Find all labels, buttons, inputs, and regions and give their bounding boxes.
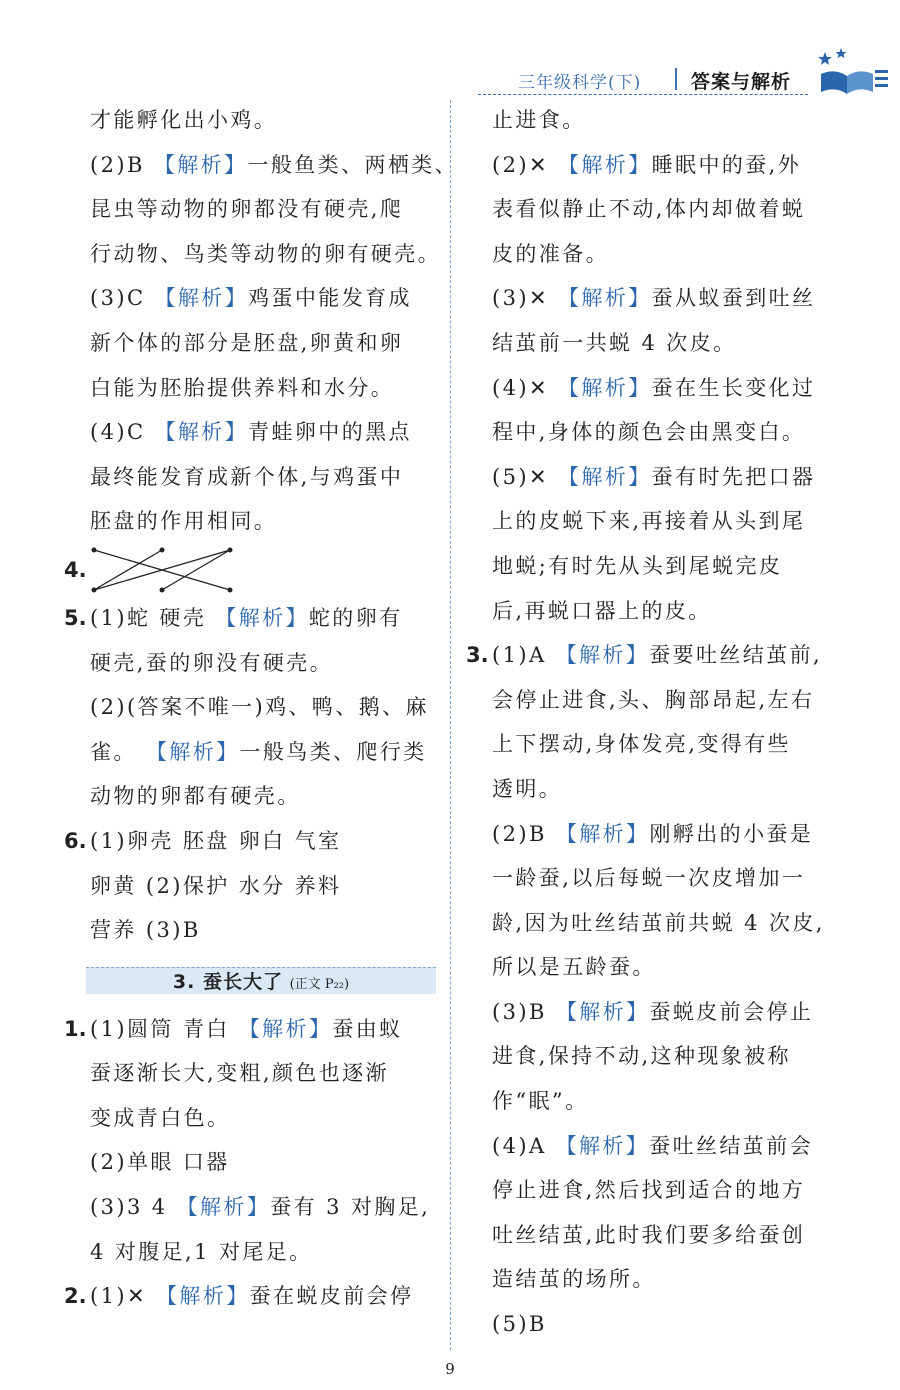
- answer-line: (4)✕ 【解析】蚕在生长变化过: [492, 375, 816, 400]
- answer-line: 最终能发育成新个体,与鸡蛋中: [90, 464, 404, 489]
- question-number: 2.: [64, 1284, 87, 1309]
- header-title: 答案与解析: [691, 71, 792, 93]
- section-page-ref: (正文 P₂₂): [289, 976, 350, 992]
- answer-line: 硬壳,蚕的卵没有硬壳。: [90, 650, 334, 675]
- answer-line: 所以是五龄蚕。: [492, 955, 656, 980]
- analysis-tag: 【解析】: [156, 1284, 250, 1309]
- question-number: 4.: [64, 557, 87, 582]
- answer-line: (3)✕ 【解析】蚕从蚁蚕到吐丝: [492, 286, 816, 311]
- answer-line: 吐丝结茧,此时我们要多给蚕创: [492, 1222, 806, 1247]
- header-divider: [675, 68, 677, 90]
- answer-line: 作“眠”。: [492, 1089, 589, 1114]
- answer-line: 地蜕;有时先从头到尾蜕完皮: [492, 553, 783, 578]
- answer-line: 6. (1)卵壳 胚盘 卵白 气室: [64, 819, 436, 864]
- answer-line: 表看似静止不动,体内却做着蜕: [492, 197, 806, 222]
- analysis-tag: 【解析】: [558, 152, 652, 177]
- matching-lines-diagram: [90, 544, 240, 596]
- answer-line: 结茧前一共蜕 4 次皮。: [492, 330, 737, 355]
- page-number: 9: [445, 1360, 455, 1378]
- left-column: [64, 98, 459, 1319]
- matching-answer: [64, 544, 436, 596]
- column-divider: [450, 100, 451, 1350]
- answer-line: (3)B 【解析】蚕蜕皮前会停止: [492, 999, 814, 1024]
- analysis-tag: 【解析】: [215, 605, 309, 630]
- answer-line: 4 对腹足,1 对尾足。: [90, 1239, 313, 1264]
- analysis-tag: 【解析】: [555, 1133, 650, 1158]
- answer-line: 上的皮蜕下来,再接着从头到尾: [492, 509, 806, 534]
- answer-line: 上下摆动,身体发亮,变得有些: [492, 732, 791, 757]
- answer-line: 5. (1)蛇 硬壳 【解析】蛇的卵有: [64, 596, 436, 641]
- answer-line: 雀。 【解析】一般鸟类、爬行类: [90, 739, 427, 764]
- analysis-tag: 【解析】: [555, 821, 650, 846]
- answer-line: 停止进食,然后找到适合的地方: [492, 1178, 806, 1203]
- answer-line: 营养 (3)B: [90, 918, 201, 943]
- answer-line: 才能孵化出小鸡。: [90, 108, 278, 132]
- analysis-tag: 【解析】: [154, 420, 249, 445]
- answer-line: 1. (1)圆筒 青白 【解析】蚕由蚁: [64, 1007, 436, 1052]
- answer-line: 2. (1)✕ 【解析】蚕在蜕皮前会停: [64, 1274, 436, 1319]
- section-title: 3. 蚕长大了: [172, 970, 283, 993]
- answer-line: 进食,保持不动,这种现象被称: [492, 1044, 791, 1069]
- answer-line: 白能为胚胎提供养料和水分。: [90, 375, 395, 400]
- answer-line: 卵黄 (2)保护 水分 养料: [90, 873, 342, 898]
- answer-line: 程中,身体的颜色会由黑变白。: [492, 420, 806, 445]
- header-rule: [478, 94, 808, 95]
- answer-line: 透明。: [492, 776, 563, 801]
- answer-line: (2)(答案不唯一)鸡、鸭、鹅、麻: [90, 695, 429, 720]
- analysis-tag: 【解析】: [555, 643, 650, 668]
- answer-line: 后,再蜕口器上的皮。: [492, 598, 712, 623]
- answer-line: 昆虫等动物的卵都没有硬壳,爬: [90, 197, 404, 222]
- analysis-tag: 【解析】: [558, 375, 652, 400]
- answer-line: 止进食。: [492, 108, 586, 132]
- analysis-tag: 【解析】: [238, 1016, 333, 1041]
- answer-line: 蚕逐渐长大,变粗,颜色也逐渐: [90, 1061, 389, 1086]
- answer-line: (2)✕ 【解析】睡眠中的蚕,外: [492, 152, 802, 177]
- analysis-tag: 【解析】: [176, 1195, 271, 1220]
- answer-line: (5)B: [492, 1312, 547, 1337]
- question-number: 3.: [466, 643, 489, 668]
- answer-line: (2)B 【解析】刚孵出的小蚕是: [492, 821, 814, 846]
- right-column: [466, 98, 838, 1347]
- answer-line: (4)A 【解析】蚕吐丝结茧前会: [492, 1133, 814, 1158]
- answer-line: 造结茧的场所。: [492, 1267, 656, 1292]
- analysis-tag: 【解析】: [145, 739, 240, 764]
- answer-line: 胚盘的作用相同。: [90, 509, 278, 534]
- question-number: 6.: [64, 828, 87, 853]
- question-number: 5.: [64, 605, 87, 630]
- answer-line: 3. (1)A 【解析】蚕要吐丝结茧前,: [466, 633, 838, 678]
- question-number: 1.: [64, 1016, 87, 1041]
- analysis-tag: 【解析】: [153, 152, 248, 177]
- answer-line: 皮的准备。: [492, 241, 609, 266]
- answer-line: (2)B 【解析】一般鱼类、两栖类、: [90, 152, 459, 177]
- analysis-tag: 【解析】: [154, 286, 249, 311]
- answer-line: 一龄蚕,以后每蜕一次皮增加一: [492, 866, 806, 891]
- answer-line: 龄,因为吐丝结茧前共蜕 4 次皮,: [492, 910, 825, 935]
- analysis-tag: 【解析】: [558, 286, 652, 311]
- page-header: [478, 60, 888, 100]
- open-book-logo-icon: [813, 48, 888, 98]
- answer-line: 会停止进食,头、胸部昂起,左右: [492, 687, 815, 712]
- answer-line: (3)C 【解析】鸡蛋中能发育成: [90, 286, 412, 311]
- header-subject: 三年级科学(下): [518, 73, 642, 93]
- answer-line: 新个体的部分是胚盘,卵黄和卵: [90, 330, 404, 355]
- answer-line: (4)C 【解析】青蛙卵中的黑点: [90, 420, 412, 445]
- analysis-tag: 【解析】: [558, 464, 652, 489]
- answer-line: 行动物、鸟类等动物的卵有硬壳。: [90, 241, 441, 266]
- answer-line: 动物的卵都有硬壳。: [90, 784, 301, 809]
- answer-line: (2)单眼 口器: [90, 1150, 230, 1175]
- answer-line: (3)3 4 【解析】蚕有 3 对胸足,: [90, 1195, 431, 1220]
- answer-line: 变成青白色。: [90, 1105, 231, 1130]
- section-heading: [64, 953, 436, 1007]
- answer-line: (5)✕ 【解析】蚕有时先把口器: [492, 464, 816, 489]
- analysis-tag: 【解析】: [555, 999, 650, 1024]
